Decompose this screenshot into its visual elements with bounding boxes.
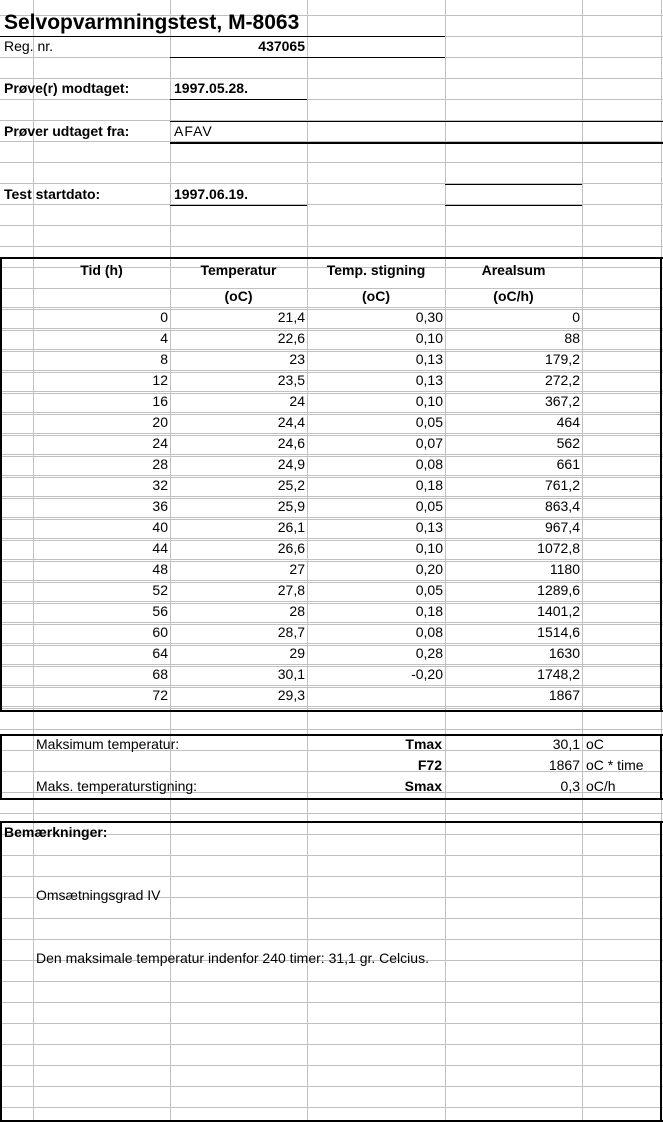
cell-area-sum[interactable]: 88 xyxy=(564,330,580,346)
cell-temperature[interactable]: 26,6 xyxy=(277,540,305,556)
grid-line xyxy=(0,246,663,247)
grid-line xyxy=(0,876,663,877)
sampled-from-label: Prøver udtaget fra: xyxy=(4,123,130,139)
cell-area-sum[interactable]: 1289,6 xyxy=(537,582,580,598)
summary-key-tmax: Tmax xyxy=(405,736,442,752)
border-line xyxy=(0,821,2,1122)
cell-temperature[interactable]: 26,1 xyxy=(277,519,305,535)
reg-number-label: Reg. nr. xyxy=(4,38,54,54)
cell-temp-rise[interactable]: 0,18 xyxy=(415,477,443,493)
cell-area-sum[interactable]: 1072,8 xyxy=(537,540,580,556)
border-line xyxy=(170,142,663,144)
grid-line xyxy=(0,1107,663,1108)
cell-temp-rise[interactable]: 0,13 xyxy=(415,519,443,535)
grid-line xyxy=(0,1023,663,1024)
grid-line xyxy=(0,939,663,940)
grid-line xyxy=(0,981,663,982)
border-line xyxy=(0,798,663,800)
border-line xyxy=(445,205,582,206)
cell-time[interactable]: 24 xyxy=(152,435,168,451)
cell-temp-rise[interactable]: 0,05 xyxy=(415,498,443,514)
cell-temp-rise[interactable]: 0,30 xyxy=(415,309,443,325)
cell-time[interactable]: 52 xyxy=(152,582,168,598)
cell-time[interactable]: 72 xyxy=(152,687,168,703)
cell-area-sum[interactable]: 1180 xyxy=(549,561,580,577)
grid-line xyxy=(0,729,663,730)
cell-area-sum[interactable]: 179,2 xyxy=(544,351,580,367)
cell-time[interactable]: 8 xyxy=(160,351,168,367)
grid-line xyxy=(0,1044,663,1045)
summary-value-smax[interactable]: 0,3 xyxy=(560,778,580,794)
cell-time[interactable]: 4 xyxy=(160,330,168,346)
cell-area-sum[interactable]: 967,4 xyxy=(544,519,580,535)
summary-label-tmax: Maksimum temperatur: xyxy=(36,736,180,752)
cell-area-sum[interactable]: 1514,6 xyxy=(537,624,580,640)
border-line xyxy=(660,257,662,712)
cell-area-sum[interactable]: 863,4 xyxy=(544,498,580,514)
border-line xyxy=(445,184,582,185)
cell-temp-rise[interactable]: 0,08 xyxy=(415,624,443,640)
cell-time[interactable]: 40 xyxy=(152,519,168,535)
cell-temp-rise[interactable]: 0,28 xyxy=(415,645,443,661)
cell-time[interactable]: 20 xyxy=(152,414,168,430)
cell-temp-rise[interactable]: -0,20 xyxy=(411,666,443,682)
cell-temp-rise[interactable]: 0,13 xyxy=(415,372,443,388)
header-time: Tid (h) xyxy=(80,262,123,278)
summary-label-smax: Maks. temperaturstigning: xyxy=(36,778,198,794)
sampled-from-value[interactable]: AFAV xyxy=(174,123,213,139)
cell-temp-rise[interactable] xyxy=(307,685,443,706)
cell-area-sum[interactable]: 0 xyxy=(572,309,580,325)
summary-unit-f72: oC * time xyxy=(586,757,644,773)
cell-temp-rise[interactable]: 0,13 xyxy=(415,351,443,367)
grid-line xyxy=(0,708,663,709)
border-line xyxy=(0,710,663,712)
cell-temperature[interactable]: 24 xyxy=(289,393,305,409)
summary-key-smax: Smax xyxy=(404,778,442,794)
cell-temperature[interactable]: 24,4 xyxy=(277,414,305,430)
cell-area-sum[interactable]: 761,2 xyxy=(544,477,580,493)
cell-temp-rise[interactable]: 0,20 xyxy=(415,561,443,577)
summary-value-tmax[interactable]: 30,1 xyxy=(552,736,580,752)
cell-temp-rise[interactable]: 0,10 xyxy=(415,330,443,346)
cell-area-sum[interactable]: 661 xyxy=(556,456,580,472)
border-line xyxy=(170,205,307,206)
cell-area-sum[interactable]: 1748,2 xyxy=(537,666,580,682)
grid-line xyxy=(0,1002,663,1003)
cell-temperature[interactable]: 22,6 xyxy=(277,330,305,346)
remarks-line: Den maksimale temperatur indenfor 240 timer: 31,1 gr. Celcius. xyxy=(36,950,429,966)
cell-temp-rise[interactable]: 0,18 xyxy=(415,603,443,619)
cell-time[interactable]: 60 xyxy=(152,624,168,640)
grid-line xyxy=(0,1086,663,1087)
unit-temperature: (oC) xyxy=(224,288,253,304)
cell-time[interactable]: 28 xyxy=(152,456,168,472)
cell-temperature[interactable]: 23 xyxy=(289,351,305,367)
header-temperature: Temperatur xyxy=(200,262,277,278)
received-value[interactable]: 1997.05.28. xyxy=(174,80,248,96)
cell-temperature[interactable]: 28 xyxy=(289,603,305,619)
border-line xyxy=(0,257,2,712)
cell-temperature[interactable]: 30,1 xyxy=(277,666,305,682)
grid-line xyxy=(0,918,663,919)
cell-temperature[interactable]: 21,4 xyxy=(277,309,305,325)
grid-line xyxy=(0,706,663,707)
unit-area-sum: (oC/h) xyxy=(493,288,534,304)
cell-temperature[interactable]: 24,6 xyxy=(277,435,305,451)
cell-temp-rise[interactable]: 0,07 xyxy=(415,435,443,451)
cell-temperature[interactable]: 29 xyxy=(289,645,305,661)
grid-line xyxy=(0,1065,663,1066)
cell-time[interactable]: 12 xyxy=(152,372,168,388)
cell-temperature[interactable]: 25,9 xyxy=(277,498,305,514)
cell-time[interactable]: 32 xyxy=(152,477,168,493)
summary-value-f72[interactable]: 1867 xyxy=(548,757,580,773)
cell-time[interactable]: 64 xyxy=(152,645,168,661)
cell-temperature[interactable]: 27 xyxy=(289,561,305,577)
cell-temp-rise[interactable]: 0,08 xyxy=(415,456,443,472)
start-date-value[interactable]: 1997.06.19. xyxy=(174,186,248,202)
border-line xyxy=(660,734,662,800)
border-line xyxy=(660,821,662,1122)
summary-unit-smax: oC/h xyxy=(586,778,616,794)
cell-time[interactable]: 44 xyxy=(152,540,168,556)
header-area-sum: Arealsum xyxy=(481,262,546,278)
cell-temperature[interactable]: 27,8 xyxy=(277,582,305,598)
cell-area-sum[interactable]: 562 xyxy=(556,435,580,451)
document-title: Selvopvarmningstest, M-8063 xyxy=(4,11,300,34)
cell-area-sum[interactable]: 464 xyxy=(556,414,580,430)
summary-unit-tmax: oC xyxy=(586,736,604,752)
grid-line xyxy=(0,855,663,856)
cell-time[interactable]: 16 xyxy=(152,393,168,409)
cell-temperature[interactable]: 23,5 xyxy=(277,372,305,388)
remarks-line: Omsætningsgrad IV xyxy=(36,887,161,903)
grid-line xyxy=(0,162,663,163)
cell-temperature[interactable]: 28,7 xyxy=(277,624,305,640)
grid-line xyxy=(0,813,663,814)
border-line xyxy=(170,121,663,122)
grid-line xyxy=(0,99,663,100)
border-line xyxy=(170,99,307,100)
reg-number-value[interactable]: 437065 xyxy=(258,38,305,54)
cell-temp-rise[interactable]: 0,10 xyxy=(415,393,443,409)
cell-temperature[interactable]: 24,9 xyxy=(277,456,305,472)
cell-time[interactable]: 56 xyxy=(152,603,168,619)
cell-temp-rise[interactable]: 0,10 xyxy=(415,540,443,556)
cell-area-sum[interactable]: 1401,2 xyxy=(537,603,580,619)
cell-time[interactable]: 48 xyxy=(152,561,168,577)
border-line xyxy=(170,57,445,58)
cell-area-sum[interactable]: 1630 xyxy=(548,645,580,661)
cell-area-sum[interactable]: 367,2 xyxy=(544,393,580,409)
cell-time[interactable]: 0 xyxy=(160,309,168,325)
received-label: Prøve(r) modtaget: xyxy=(4,80,130,96)
border-line xyxy=(0,257,663,259)
cell-temp-rise[interactable]: 0,05 xyxy=(415,414,443,430)
cell-temperature[interactable]: 25,2 xyxy=(277,477,305,493)
cell-area-sum[interactable]: 272,2 xyxy=(544,372,580,388)
summary-key-f72: F72 xyxy=(417,757,442,773)
header-temp-rise: Temp. stigning xyxy=(326,262,426,278)
border-line xyxy=(0,734,2,800)
cell-area-sum[interactable]: 1867 xyxy=(548,687,580,703)
grid-line xyxy=(0,225,663,226)
unit-temp-rise: (oC) xyxy=(362,288,390,304)
start-date-label: Test startdato: xyxy=(4,186,101,202)
cell-time[interactable]: 36 xyxy=(152,498,168,514)
remarks-heading: Bemærkninger: xyxy=(4,824,108,840)
cell-temp-rise[interactable]: 0,05 xyxy=(415,582,443,598)
grid-line xyxy=(582,0,583,1122)
cell-temperature[interactable]: 29,3 xyxy=(277,687,305,703)
cell-time[interactable]: 68 xyxy=(152,666,168,682)
